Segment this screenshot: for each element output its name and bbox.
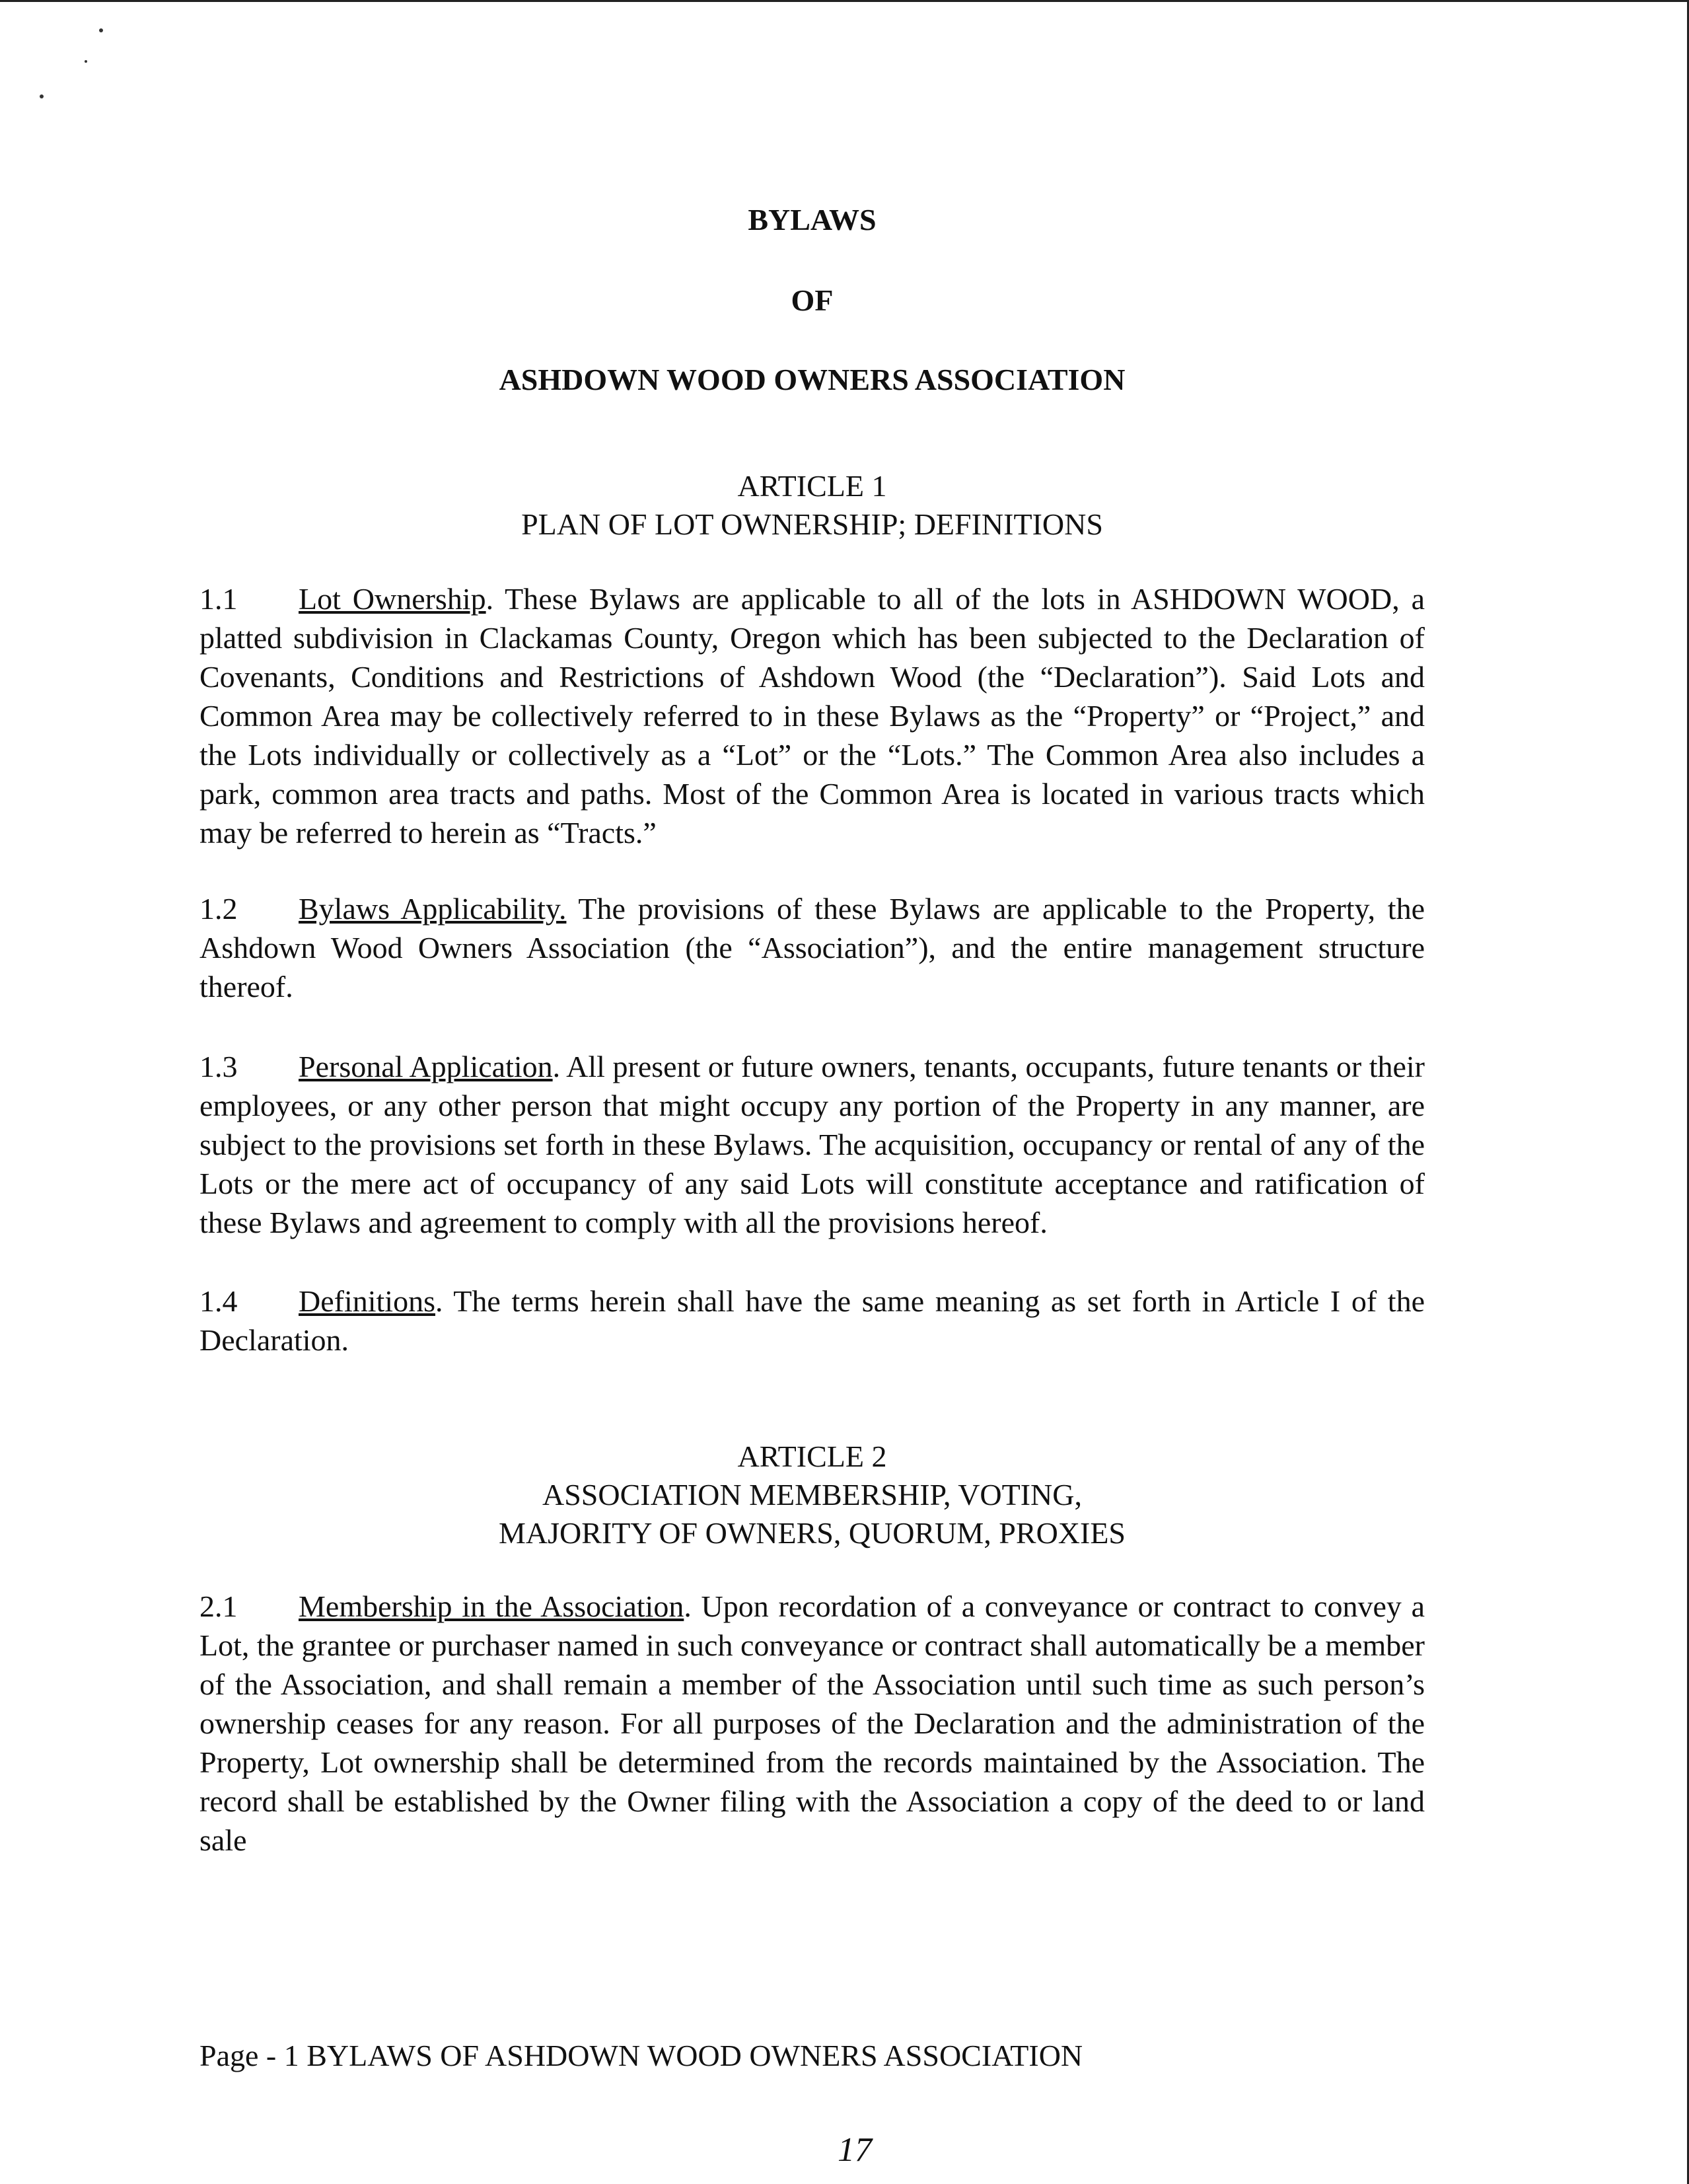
section-1-1 (199, 579, 1425, 852)
section-number: 1.1 (199, 582, 238, 616)
scan-speck (40, 94, 44, 98)
section-text: . Upon recordation of a conveyance or contract to convey a Lot, the grantee or purchaser named in such conveyance or contract shall automatically be a member of the Association, and shall remain a member of the Association until such time as such person’s ownership ceases for any reason. For all purposes of the Declaration and the administration of the Property, Lot ownership shall be determined from the records maintained by the Association. The record shall be established by the Owner filing with the Association a copy of the deed to or land sale (199, 1589, 1425, 1857)
section-number: 2.1 (199, 1589, 238, 1623)
section-heading: Lot Ownership (299, 582, 486, 616)
section-2-1 (199, 1587, 1425, 1860)
section-heading: Definitions (299, 1284, 435, 1318)
title-line-of: OF (791, 283, 834, 317)
article-2-subtitle-1: ASSOCIATION MEMBERSHIP, VOTING, (542, 1478, 1083, 1511)
section-1-3 (199, 1047, 1425, 1242)
section-text: The provisions of these Bylaws are applicable to the Property, the Ashdown Wood Owners Association (the “Association”), and the entire management structure thereof. (199, 892, 1425, 1003)
section-text: . All present or future owners, tenants, occupants, future tenants or their employees, or any other person that might occupy any portion of the Property in any manner, are subject to the provisions set forth in these Bylaws. The acquisition, occupancy or rental of any of the Lots or the mere act of occupancy of any said Lots will constitute acceptance and ratification of these Bylaws and agreement to comply with all the provisions hereof. (199, 1050, 1425, 1239)
section-number: 1.4 (199, 1284, 238, 1318)
article-1-subtitle: PLAN OF LOT OWNERSHIP; DEFINITIONS (521, 507, 1103, 541)
article-2-label: ARTICLE 2 (737, 1439, 887, 1473)
document-body (199, 187, 1425, 1860)
section-1-4 (199, 1282, 1425, 1360)
section-1-2 (199, 889, 1425, 1006)
section-heading: Membership in the Association (299, 1589, 684, 1623)
section-number: 1.3 (199, 1050, 238, 1083)
article-2-subtitle-2: MAJORITY OF OWNERS, QUORUM, PROXIES (498, 1516, 1126, 1550)
title-line-bylaws: BYLAWS (748, 203, 877, 237)
title-line-association: ASHDOWN WOOD OWNERS ASSOCIATION (499, 363, 1126, 396)
section-heading: Bylaws Applicability. (299, 892, 567, 926)
section-number: 1.2 (199, 892, 238, 926)
page-footer: Page - 1 BYLAWS OF ASHDOWN WOOD OWNERS ASSOCIATION (199, 2039, 1083, 2072)
section-text: . These Bylaws are applicable to all of the lots in ASHDOWN WOOD, a platted subdivision in Clackamas County, Oregon which has been subjected to the Declaration of Covenants, Conditions and Restrictions of Ashdown Wood (the “Declaration”). Said Lots and Common Area may be collectively referred to in these Bylaws as the “Property” or “Project,” and the Lots individually or collectively as a “Lot” or the “Lots.” The Common Area also includes a park, common area tracts and paths. Most of the Common Area is located in various tracts which may be referred to herein as “Tracts.” (199, 582, 1425, 850)
article-1-label: ARTICLE 1 (737, 469, 887, 503)
section-text: . The terms herein shall have the same meaning as set forth in Article I of the Declaration. (199, 1284, 1425, 1357)
section-heading: Personal Application (299, 1050, 553, 1083)
scan-speck (85, 60, 87, 63)
handwritten-page-mark: 17 (838, 2131, 872, 2169)
scan-speck (99, 28, 103, 32)
